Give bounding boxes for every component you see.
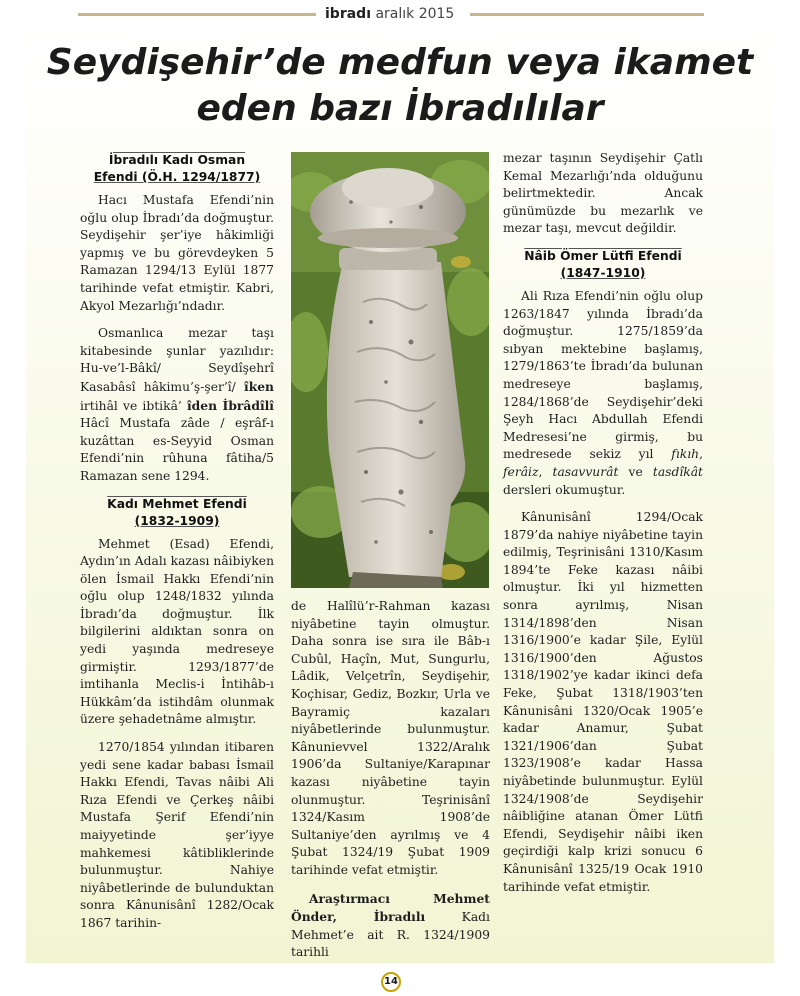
paragraph-researcher: [291, 890, 490, 962]
section-heading-omer-lutfi: [503, 248, 703, 282]
paragraph: de Halîlü’r-Rahman kazası niyâbetine tayin olmuştur. Daha sonra ise sıra ile Bâb-ı Cubûl, Haçîn, Mut, Sungurlu, Lâdik, Velçetrîn, Seydişehir, Koçhisar, Gediz, Bozkır, Urla ve Bayramiç kazaları niyâbetlerinde bulunmuştur. Kânunievvel 1322/Aralık 1906’da Sultaniye/Karapınar kazası niyâbetine tayin olunmuştur. Teşrinisânî 1324/Kasım 1908’de Sultaniye’den ayrılmış ve 4 Şubat 1324/19 Şubat 1909 tarihinde vefat etmiştir.: [291, 599, 490, 877]
section-heading-line-2: (1832-1909): [134, 513, 220, 528]
masthead: [325, 6, 467, 22]
article-title-line-2: eden bazı İbradılılar: [196, 88, 604, 129]
text-run: Kadı Mehmet’e ait R. 1324/1909 tarihli: [291, 910, 490, 960]
italic-text: fıkıh: [671, 447, 700, 462]
section-heading-line-2: (1847-1910): [560, 265, 646, 280]
italic-text: ferâiz: [503, 464, 539, 479]
masthead-rule-right: [470, 13, 704, 16]
text-run: dersleri okumuştur.: [503, 482, 626, 497]
article-title: [30, 40, 770, 132]
paragraph: Hacı Mustafa Efendi’nin oğlu olup İbradı’da doğmuştur. Seydişehir şer’iye hâkimliği yapmış ve bu görevdeyken 5 Ramazan 1294/13 Eylül 1877 tarihinde vefat etmiştir. Kabri, Akyol Mezarlığı’ndadır.: [80, 193, 274, 313]
paragraph: Kânunisânî 1294/Ocak 1879’da nahiye niyâbetine tayin edilmiş, Teşrinisâni 1310/Kasım 1894’te Feke kazası nâibi olmuştur. İki yıl hizmetten sonra ayrılmış, Nisan 1314/1898’den Nisan 1316/1900’e kadar Şile, Eylül 1316/1900’den Ağustos 1318/1902’ye kadar ikinci defa Feke, Şubat 1318/1903’ten Kânunisâni 1320/Ocak 1905’e kadar Anamur, Şubat 1321/1906’dan Şubat 1323/1908’e kadar Hassa niyâbetinde bulunmuştur. Eylül 1324/1908’de Seydişehir nâibliğine atanan Ömer Lütfi Efendi, Seydişehir nâibi iken geçirdiği kalp krizi sonucu 6 Kânunisânî 1325/19 Ocak 1910 tarihinde vefat etmiştir.: [503, 510, 703, 894]
section-heading-kadi-osman: [80, 152, 274, 186]
italic-text: tasdîkât: [652, 464, 703, 479]
column-left: [80, 152, 274, 943]
section-heading-kadi-mehmet: [80, 496, 274, 530]
gravestone-photo: [291, 152, 489, 588]
paragraph-education: [503, 288, 703, 499]
paragraph: 1270/1854 yılından itibaren yedi sene kadar babası İsmail Hakkı Efendi, Tavas nâibi Ali Rıza Efendi ve Çerkeş nâibi Mustafa Şerif Efendi’nin maiyyetinde şer’iyye mahkemesi kâtibliklerinde bulunmuştur. Nahiye niyâbetlerinde de bulunduktan sonra Kânunisânî 1282/Ocak 1867 tarihin-: [80, 740, 274, 930]
text-run: Osmanlıca mezar taşı kitabesinde şunlar yazılıdır: Hu-ve’l-Bâkî/ Seydîşehrî Kasabâsî hâkimu’ş-şer’î/: [80, 326, 274, 394]
column-middle: [291, 598, 490, 972]
issue-date: aralık 2015: [375, 6, 455, 22]
article-title-line-1: Seydişehir’de medfun veya ikamet: [46, 42, 754, 83]
italic-text: tasavvurât: [552, 464, 619, 479]
text-run: irtihâl ve ibtikâ’: [80, 398, 182, 413]
text-run: Ali Rıza Efendi’nin oğlu olup 1263/1847 yılında İbradı’da doğmuştur. 1275/1859’da sıbyan mektebine başlamış, 1279/1863’te İbradı’da bulunan medreseye başlamış, 1284/1868’de Seydişehir’deki Şeyh Hacı Abdullah Efendi Medresesi’ne girmiş, bu medresede sekiz yıl: [503, 288, 703, 462]
page-number: 14: [381, 972, 401, 992]
text-run: ve: [628, 464, 643, 479]
paragraph-inscription: [80, 325, 274, 485]
paragraph: Mehmet (Esad) Efendi, Aydın’ın Adalı kazası nâibiyken ölen İsmail Hakkı Efendi’nin oğlu olup 1248/1832 yılında İbradı’da doğmuştur. İlk bilgilerini aldıktan sonra on yedi yaşında medreseye girmiştir. 1293/1877’de imtihanla Meclis-i İntihâb-ı Hükkâm’da istihdâm olunmak üzere şehadetnâme almıştır.: [80, 536, 274, 727]
paragraph: mezar taşının Seydişehir Çatlı Kemal Mezarlığı’nda olduğunu belirtmektedir. Ancak günümüzde bu mezarlık ve mezar taşı, mevcut değildir.: [503, 151, 703, 236]
masthead-bar: [0, 6, 800, 26]
section-heading-line-2: Efendi (Ö.H. 1294/1877): [93, 170, 261, 184]
section-heading-line-1: Nâib Ömer Lütfi Efendi: [524, 248, 682, 263]
column-right: [503, 150, 703, 906]
section-heading-line-1: Kadı Mehmet Efendi: [107, 496, 247, 511]
magazine-name: ibradı: [325, 6, 371, 22]
bold-text: îden İbrâdîlî: [186, 397, 274, 413]
text-run: Hâcî Mustafa zâde / eşrâf-ı kuzâttan es-Seyyid Osman Efendi’nin rûhuna fâtiha/5 Ramazan sene 1294.: [80, 416, 274, 483]
section-heading-line-1: İbradılı Kadı Osman: [108, 153, 246, 167]
gravestone-illustration: [291, 152, 489, 588]
bold-text: Araştırmacı Mehmet Önder, İbradılı: [291, 890, 490, 925]
text-run: ,: [538, 464, 543, 479]
text-run: ,: [699, 447, 703, 462]
bold-text: îken: [244, 378, 274, 394]
masthead-rule-left: [78, 13, 316, 16]
